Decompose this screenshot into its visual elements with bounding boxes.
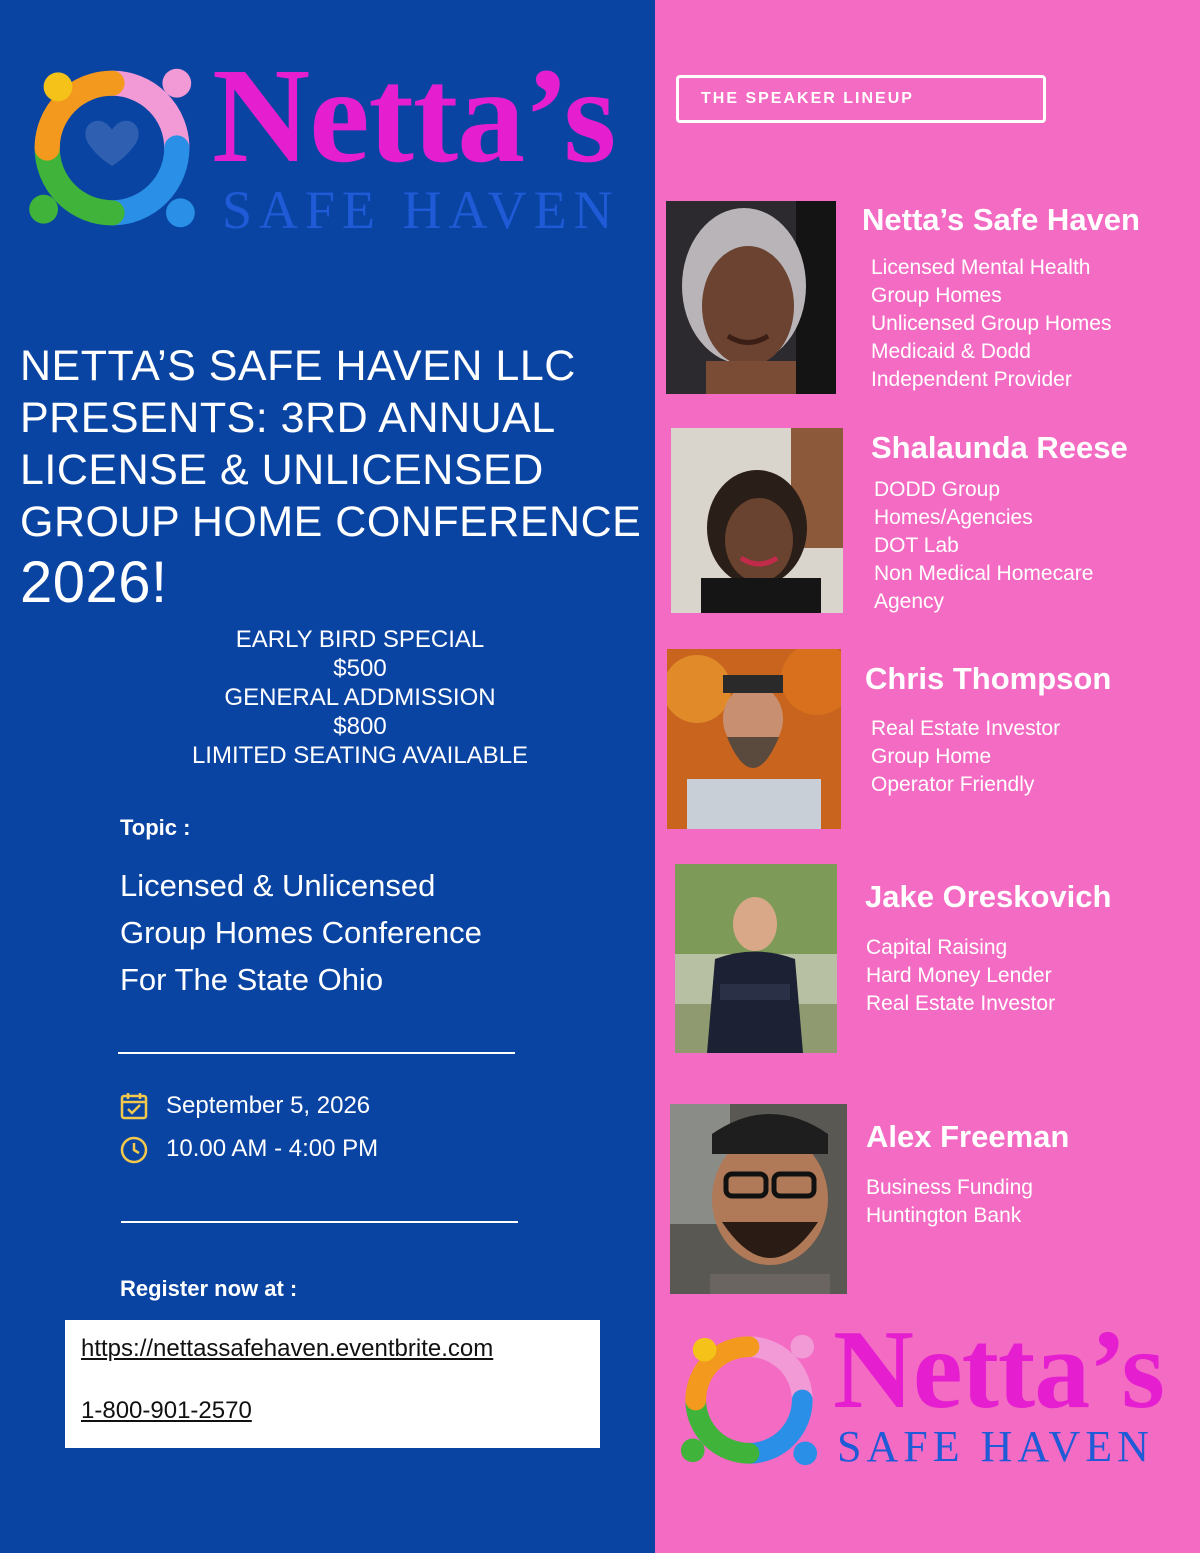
topic-text <box>120 862 482 1003</box>
conference-headline <box>20 340 650 618</box>
register-box <box>65 1320 600 1448</box>
speaker-photo <box>671 428 843 613</box>
speaker-desc-line: Independent Provider <box>871 368 1072 391</box>
event-time-row <box>118 1133 378 1165</box>
headline-line: PRESENTS: 3RD ANNUAL <box>20 394 556 442</box>
speaker-name: Chris Thompson <box>865 661 1112 696</box>
speaker-description <box>871 254 1111 394</box>
speaker-photo <box>675 864 837 1053</box>
speaker-desc-line: Real Estate Investor <box>866 992 1056 1015</box>
clock-icon <box>118 1133 150 1165</box>
pricing-line: $500 <box>333 655 387 682</box>
speaker-portrait-image <box>667 649 841 829</box>
speaker-name: Netta’s Safe Haven <box>862 202 1140 237</box>
speaker-photo <box>670 1104 847 1294</box>
pricing-line: $800 <box>333 713 387 740</box>
speaker-photo <box>667 649 841 829</box>
speaker-name: Jake Oreskovich <box>865 879 1112 914</box>
speaker-description <box>874 476 1093 616</box>
speaker-desc-line: Homes/Agencies <box>874 506 1033 529</box>
speaker-desc-line: Agency <box>874 590 945 613</box>
speaker-desc-line: Unlicensed Group Homes <box>871 312 1112 335</box>
speaker-desc-line: Real Estate Investor <box>871 717 1061 740</box>
speaker-desc-line: Group Home <box>871 745 992 768</box>
speaker-portrait-image <box>671 428 843 613</box>
speaker-desc-line: DOT Lab <box>874 534 959 557</box>
speaker-photo <box>666 201 836 394</box>
brand-logo-top <box>22 41 642 242</box>
speaker-desc-line: Non Medical Homecare <box>874 562 1094 585</box>
speaker-name: Alex Freeman <box>866 1119 1070 1154</box>
pricing-line: LIMITED SEATING AVAILABLE <box>191 742 529 769</box>
people-circle-logo-icon <box>22 58 202 238</box>
topic-label: Topic : <box>120 815 191 840</box>
speaker-description <box>866 1174 1033 1230</box>
pricing-block <box>150 625 570 770</box>
speaker-desc-line: Business Funding <box>866 1176 1033 1199</box>
speaker-desc-line: Group Homes <box>871 284 1002 307</box>
brand-name: Netta’s <box>212 41 616 191</box>
speaker-desc-line: Licensed Mental Health <box>871 256 1091 279</box>
speaker-description <box>871 715 1060 799</box>
speaker-portrait-image <box>675 864 837 1053</box>
people-circle-logo-icon <box>675 1326 823 1474</box>
event-date-row <box>118 1090 370 1122</box>
topic-line: Group Homes Conference <box>120 915 482 950</box>
brand-logo-bottom <box>675 1308 1185 1480</box>
calendar-check-icon <box>118 1090 150 1122</box>
speaker-description <box>866 934 1055 1018</box>
headline-line: LICENSE & UNLICENSED <box>20 446 544 494</box>
speaker-lineup-badge: THE SPEAKER LINEUP <box>676 75 1046 123</box>
pricing-line: GENERAL ADDMISSION <box>224 684 496 711</box>
speaker-desc-line: Huntington Bank <box>866 1204 1022 1227</box>
speaker-name: Shalaunda Reese <box>871 430 1128 465</box>
speaker-desc-line: Operator Friendly <box>871 773 1035 796</box>
brand-tagline: SAFE HAVEN <box>222 180 620 240</box>
speaker-desc-line: Medicaid & Dodd <box>871 340 1031 363</box>
topic-line: For The State Ohio <box>120 962 384 997</box>
register-label: Register now at : <box>120 1276 298 1301</box>
headline-line: NETTA’S SAFE HAVEN LLC <box>20 342 576 390</box>
event-date: September 5, 2026 <box>166 1092 371 1119</box>
speaker-portrait-image <box>666 201 836 394</box>
headline-year: 2026! <box>20 550 168 615</box>
brand-tagline: SAFE HAVEN <box>837 1422 1154 1471</box>
speaker-desc-line: Capital Raising <box>866 936 1008 959</box>
register-phone-link[interactable]: 1-800-901-2570 <box>81 1397 252 1424</box>
headline-line: GROUP HOME CONFERENCE <box>20 498 642 546</box>
speaker-desc-line: Hard Money Lender <box>866 964 1052 987</box>
pricing-line: EARLY BIRD SPECIAL <box>235 626 485 653</box>
register-url-link[interactable]: https://nettassafehaven.eventbrite.com <box>81 1335 494 1362</box>
divider <box>121 1221 518 1223</box>
speaker-portrait-image <box>670 1104 847 1294</box>
divider <box>118 1052 515 1054</box>
brand-name: Netta’s <box>833 1308 1164 1432</box>
speaker-desc-line: DODD Group <box>874 478 1001 501</box>
event-time: 10.00 AM - 4:00 PM <box>166 1135 379 1162</box>
topic-line: Licensed & Unlicensed <box>120 868 436 903</box>
